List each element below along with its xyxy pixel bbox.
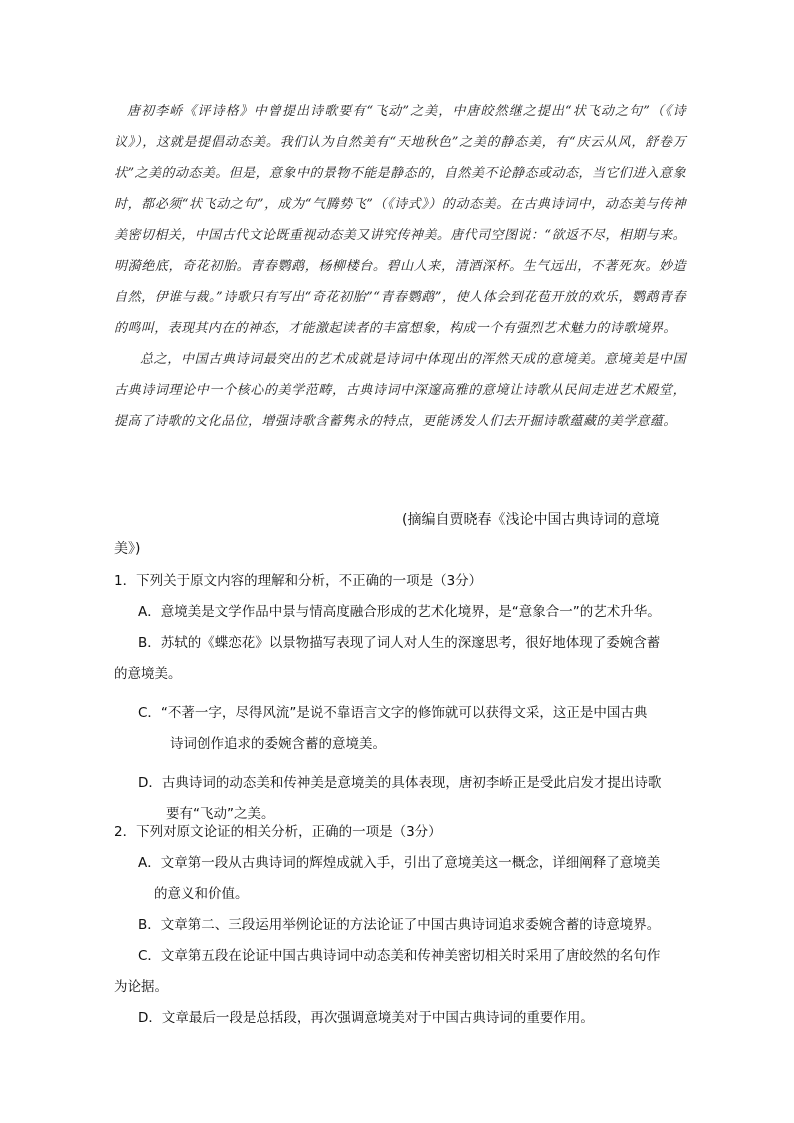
source-attribution: (摘编自贾晓春《浅论中国古典诗词的意境 — [402, 512, 660, 528]
option-c — [114, 941, 686, 1003]
option-text-continued: 要有“飞动”之美。 — [166, 806, 275, 822]
passage-text — [114, 96, 686, 437]
option-text: D．文章最后一段是总括段，再次强调意境美对于中国古典诗词的重要作用。 — [138, 1010, 594, 1026]
option-text-continued: 诗词创作追求的委婉含蓄的意境美。 — [170, 736, 386, 752]
passage-paragraph: 唐初李峤《评诗格》中曾提出诗歌要有“飞动”之美，中唐皎然继之提出“状飞动之句”（《诗议》），这就是提倡动态美。我们认为自然美有“天地秋色”之美的静态美，有“庆云从风，舒卷万状”之美的动态美。但是，意象中的景物不能是静态的，自然美不论静态或动态，当它们进入意象时，都必须“状飞动之句”，成为“气腾势飞”（《诗式》）的动态美。在古典诗词中，动态美与传神美密切相关，中国古代文论既重视动态美又讲究传神美。唐代司空图说：“欲返不尽，相期与来。明漪绝底，奇花初胎。青春鹦鹉，杨柳楼台。碧山人来，清酒深杯。生气远出，不著死灰。妙造自然，伊谁与裁。”诗歌只有写出“奇花初胎”“青春鹦鹉”，使人体会到花苞开放的欢乐，鹦鹉青春的鸣叫，表现其内在的神态，才能激起读者的丰富想象，构成一个有强烈艺术魅力的诗歌境界。 — [114, 104, 686, 336]
option-text: D．古典诗词的动态美和传神美是意境美的具体表现，唐初李峤正是受此启发才提出诗歌 — [138, 775, 662, 791]
question-2 — [114, 817, 686, 1034]
option-a — [114, 597, 686, 628]
option-text-continued: 的意义和价值。 — [154, 886, 249, 902]
option-text-continued: 为论据。 — [114, 979, 168, 995]
option-text: B．文章第二、三段运用举例论证的方法论证了中国古典诗词追求委婉含蓄的诗意境界。 — [138, 917, 661, 933]
question-1 — [114, 566, 686, 830]
option-b — [114, 910, 686, 941]
question-stem: 1．下列关于原文内容的理解和分析，不正确的一项是（3分） — [114, 573, 483, 589]
option-text: C．文章第五段在论证中国古典诗词中动态美和传神美密切相关时采用了唐皎然的名句作 — [138, 948, 661, 964]
option-text: A．文章第一段从古典诗词的辉煌成就入手，引出了意境美这一概念，详细阐释了意境美 — [138, 855, 661, 871]
option-text: C．“不著一字，尽得风流”是说不靠语言文字的修饰就可以获得文采，这正是中国古典 — [138, 705, 648, 721]
option-a — [114, 848, 686, 910]
option-text: A．意境美是文学作品中景与情高度融合形成的艺术化境界，是“意象合一”的艺术升华。 — [138, 604, 661, 620]
passage-paragraph: 总之，中国古典诗词最突出的艺术成就是诗词中体现出的浑然天成的意境美。意境美是中国古典诗词理论中一个核心的美学范畴，古典诗词中深邃高雅的意境让诗歌从民间走进艺术殿堂，提高了诗歌的文化品位，增强诗歌含蓄隽永的特点，更能诱发人们去开掘诗歌蕴藏的美学意蕴。 — [114, 352, 686, 429]
option-text: B．苏轼的《蝶恋花》以景物描写表现了词人对人生的深邃思考，很好地体现了委婉含蓄 — [138, 635, 661, 651]
option-b — [114, 628, 686, 690]
option-text-continued: 的意境美。 — [114, 666, 182, 682]
option-c — [114, 698, 686, 760]
question-stem: 2．下列对原文论证的相关分析，正确的一项是（3分） — [114, 824, 442, 840]
option-d — [114, 1003, 686, 1034]
source-attribution-continued: 美》) — [114, 541, 141, 557]
